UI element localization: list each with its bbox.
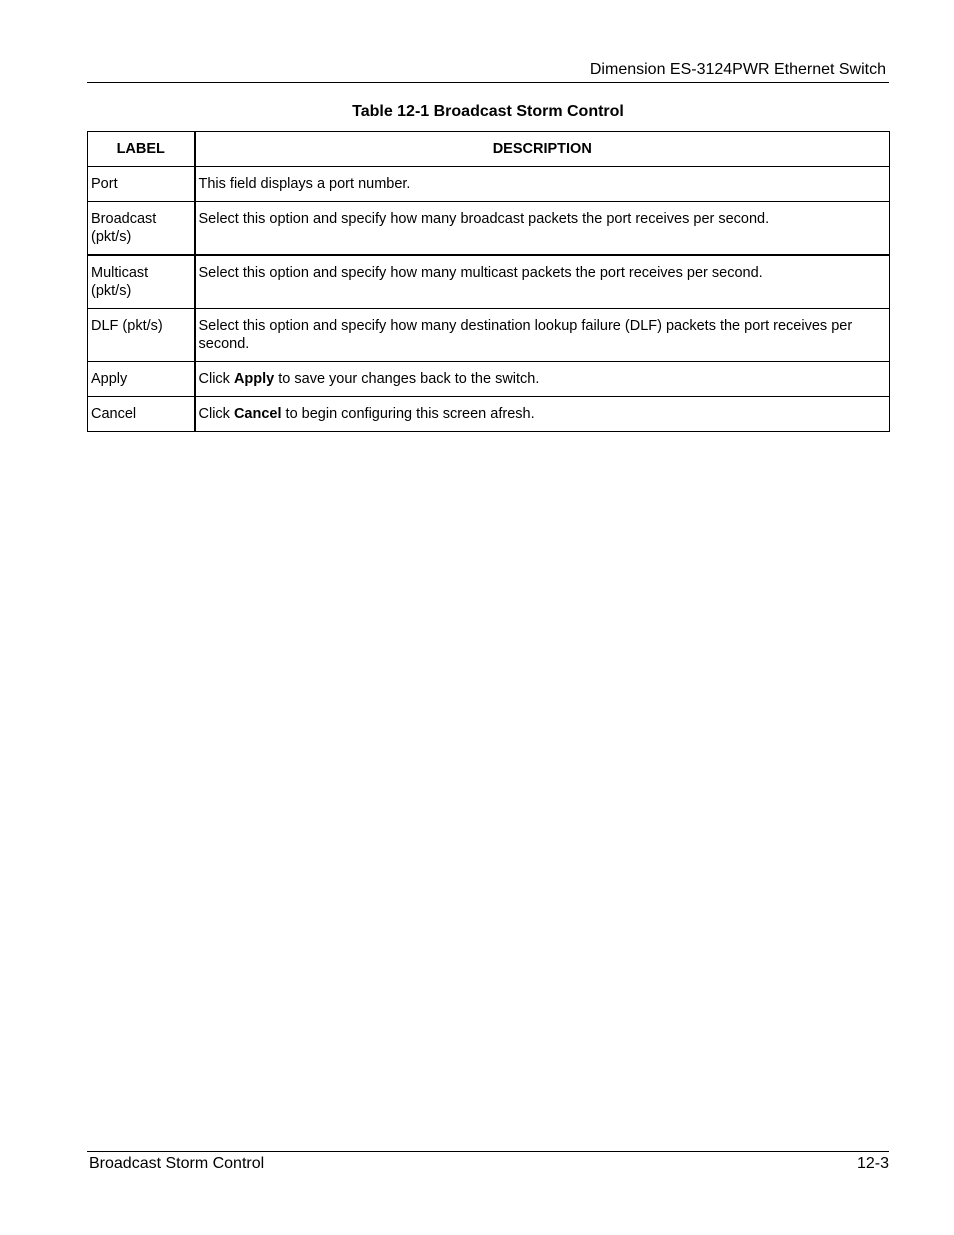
description-keyword: Cancel [233, 406, 282, 422]
table-caption: Table 12-1 Broadcast Storm Control [352, 103, 624, 120]
table-row [88, 255, 890, 309]
broadcast-storm-table [87, 131, 890, 432]
row-description: Select this option and specify how many broadcast packets the port receives per second. [195, 202, 890, 256]
row-label: Port [88, 167, 195, 202]
row-description [195, 362, 890, 397]
row-description: This field displays a port number. [195, 167, 890, 202]
column-header-description: DESCRIPTION [195, 132, 890, 167]
table-row [88, 362, 890, 397]
row-description [195, 397, 890, 432]
description-prefix: Click [198, 371, 234, 387]
row-label: Apply [88, 362, 195, 397]
table-row [88, 309, 890, 362]
description-keyword: Apply [233, 371, 275, 387]
row-label: Cancel [88, 397, 195, 432]
row-description: Select this option and specify how many multicast packets the port receives per second. [195, 255, 890, 309]
description-prefix: Click [198, 406, 234, 422]
footer-page-number: 12-3 [856, 1155, 889, 1172]
header-rule [87, 82, 889, 83]
column-header-label: LABEL [88, 132, 195, 167]
row-label: Multicast (pkt/s) [88, 255, 195, 309]
row-label: Broadcast (pkt/s) [88, 202, 195, 256]
description-suffix: to save your changes back to the switch. [274, 371, 540, 387]
description-suffix: to begin configuring this screen afresh. [281, 406, 535, 422]
table-row [88, 397, 890, 432]
table-header-row [88, 132, 890, 167]
running-header: Dimension ES-3124PWR Ethernet Switch [589, 61, 886, 78]
row-description: Select this option and specify how many destination lookup failure (DLF) packets the port receives per second. [195, 309, 890, 362]
table-row [88, 167, 890, 202]
row-label: DLF (pkt/s) [88, 309, 195, 362]
footer-section-title: Broadcast Storm Control [89, 1155, 265, 1172]
footer-rule [87, 1151, 889, 1152]
table-row [88, 202, 890, 256]
